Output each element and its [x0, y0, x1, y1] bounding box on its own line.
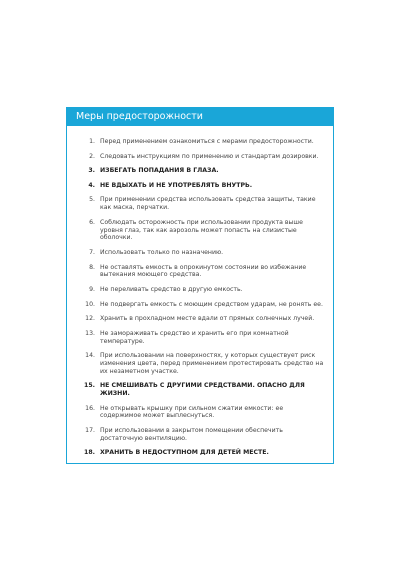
item-text: ИЗБЕГАТЬ ПОПАДАНИЯ В ГЛАЗА.: [100, 167, 219, 175]
item-text: Соблюдать осторожность при использовании продукта выше уровня глаз, так как аэрозоль может попасть на слизистые оболочки.: [100, 218, 303, 242]
precautions-list: [67, 138, 333, 464]
list-item: [67, 330, 333, 346]
item-number: 8.: [89, 263, 95, 271]
item-number: 12.: [85, 315, 95, 323]
item-number: 6.: [89, 218, 95, 226]
item-number: 5.: [89, 196, 95, 204]
list-item: [67, 219, 333, 242]
list-item: [67, 182, 333, 190]
item-text: НЕ СМЕШИВАТЬ С ДРУГИМИ СРЕДСТВАМИ. ОПАСНО ДЛЯ ЖИЗНИ.: [100, 382, 305, 398]
list-item: [67, 405, 333, 421]
panel-title: Меры предосторожности: [67, 108, 333, 126]
item-text: Не замораживать средство и хранить его при комнатной температуре.: [100, 329, 289, 345]
item-text: Следовать инструкциям по применению и стандартам дозировки.: [100, 152, 319, 160]
list-item: [67, 427, 333, 443]
item-text: НЕ ВДЫХАТЬ И НЕ УПОТРЕБЛЯТЬ ВНУТРЬ.: [100, 181, 253, 189]
item-number: 15.: [84, 382, 95, 390]
list-item: [67, 449, 333, 457]
item-text: Не открывать крышку при сильном сжатии емкости: ее содержимое может выплеснуться.: [100, 404, 284, 420]
item-text: Хранить в прохладном месте вдали от прямых солнечных лучей.: [100, 315, 315, 323]
item-number: 4.: [88, 181, 95, 189]
list-item: [67, 196, 333, 212]
list-item: [67, 315, 333, 323]
list-item: [67, 352, 333, 375]
list-item: [67, 249, 333, 257]
precautions-panel: [66, 107, 334, 464]
item-text: При использовании в закрытом помещении обеспечить достаточную вентиляцию.: [100, 427, 283, 442]
item-text: Не подвергать емкость с моющим средством ударам, не ронять ее.: [100, 300, 323, 308]
item-text: Использовать только по назначению.: [100, 248, 224, 256]
list-item: [67, 167, 333, 175]
item-number: 1.: [89, 138, 95, 145]
item-number: 14.: [85, 352, 95, 360]
item-text: При использовании на поверхностях, у которых существует риск изменения цвета, перед применением протестировать средство на их незаметном участке.: [100, 352, 324, 375]
list-item: [67, 382, 333, 398]
item-text: Не переливать средство в другую емкость.: [100, 285, 243, 293]
item-number: 2.: [89, 152, 95, 160]
item-number: 16.: [85, 404, 95, 412]
list-item: [67, 153, 333, 161]
item-number: 13.: [85, 329, 95, 337]
item-number: 18.: [84, 449, 95, 457]
item-number: 17.: [85, 427, 95, 435]
list-item: [67, 301, 333, 309]
item-text: Не оставлять емкость в опрокинутом состоянии во избежание вытекания моющего средства.: [100, 263, 307, 279]
list-item: [67, 138, 333, 146]
item-text: Перед применением ознакомиться с мерами предосторожности.: [100, 138, 314, 145]
item-text: ХРАНИТЬ В НЕДОСТУПНОМ ДЛЯ ДЕТЕЙ МЕСТЕ.: [100, 449, 269, 457]
list-item: [67, 264, 333, 280]
item-number: 9.: [89, 285, 95, 293]
item-number: 3.: [88, 167, 95, 175]
list-item: [67, 286, 333, 294]
item-number: 7.: [89, 248, 95, 256]
item-text: При применении средства использовать средства защиты, такие как маска, перчатки.: [100, 196, 316, 212]
item-number: 10.: [85, 300, 95, 308]
